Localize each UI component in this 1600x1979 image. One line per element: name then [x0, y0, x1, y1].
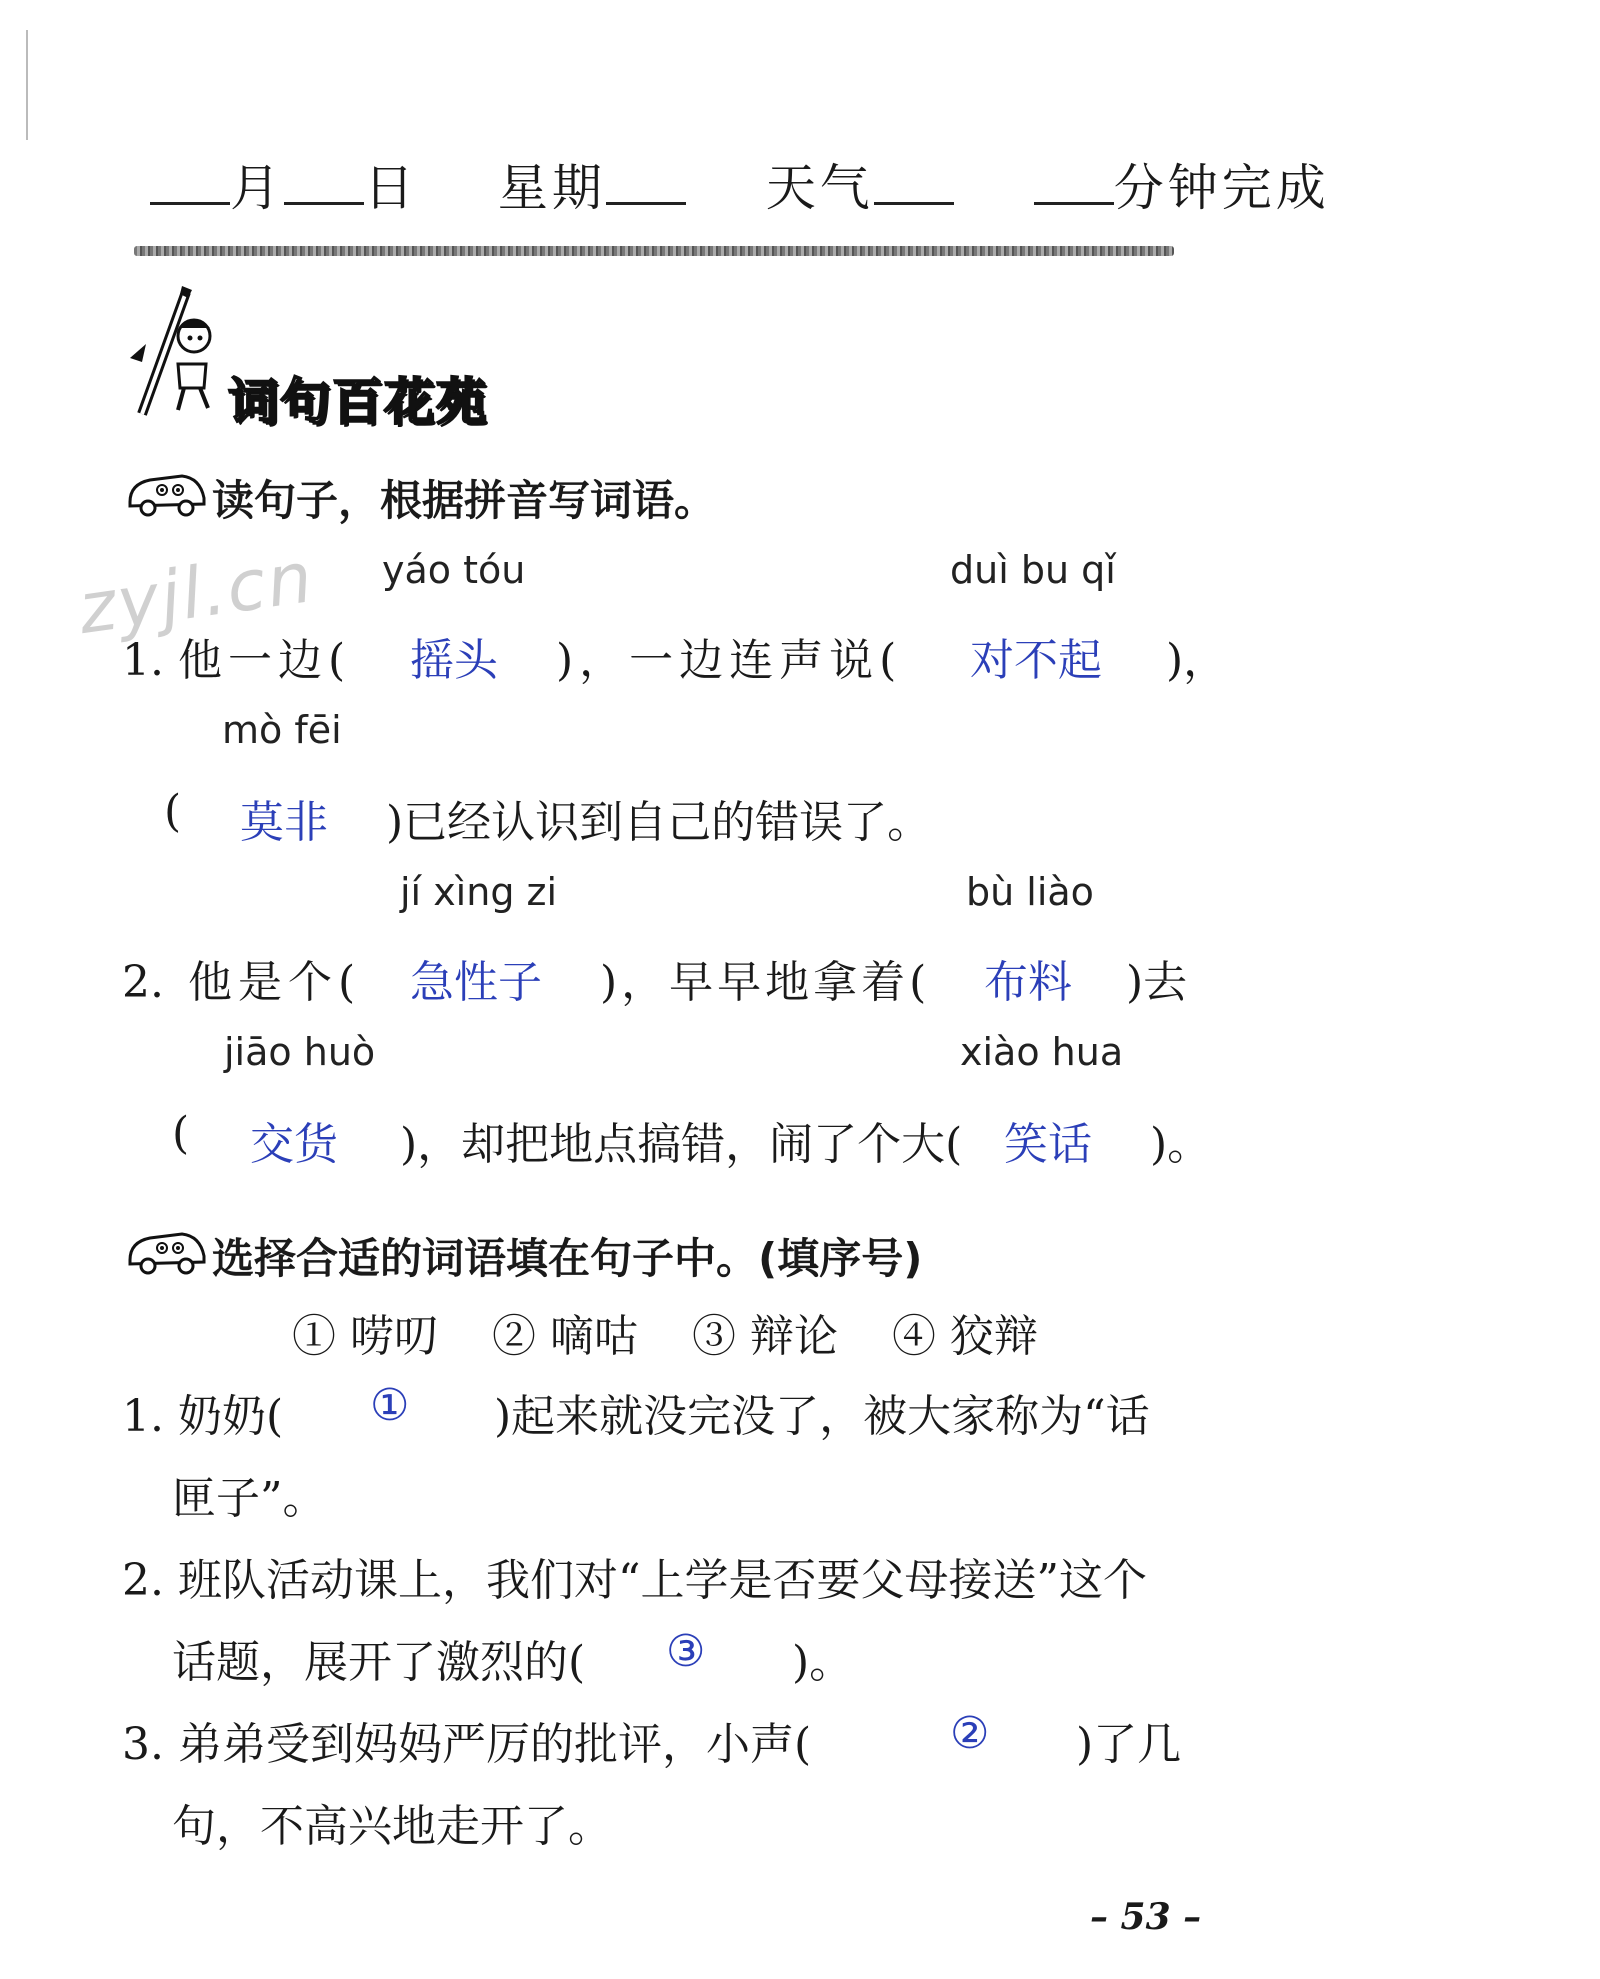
page-edge-line	[26, 30, 28, 140]
weather-label: 天气	[765, 159, 874, 217]
q2-instruction: 选择合适的词语填在句子中。(填序号)	[212, 1234, 923, 1283]
item-number: 3.	[122, 1719, 164, 1770]
answer-circle-2: ②	[950, 1708, 990, 1759]
pencil-kid-icon	[122, 284, 222, 424]
pinyin-buliao: bù liào	[966, 870, 1094, 914]
page-number: – 53 –	[1090, 1896, 1202, 1938]
item-number: 1.	[122, 635, 164, 686]
option-2: ② 嘀咕	[492, 1311, 638, 1362]
answer-buliao: 布料	[984, 957, 1072, 1008]
day-label: 日	[364, 159, 418, 217]
q1-s2-line1	[122, 946, 361, 1010]
sentence-text: 他是个(	[187, 957, 362, 1008]
sentence-text: )去	[1126, 957, 1188, 1008]
month-label: 月	[230, 159, 284, 217]
sentence-text: 匣子”。	[172, 1473, 327, 1524]
weekday-blank	[606, 168, 686, 205]
minutes-blank	[1034, 168, 1114, 205]
day-blank	[284, 168, 364, 205]
item-number: 2.	[122, 957, 164, 1008]
sentence-text: )。	[792, 1637, 854, 1688]
item-number: 1.	[122, 1391, 164, 1442]
answer-xiaohua: 笑话	[1004, 1119, 1092, 1170]
sentence-text: )，	[1166, 635, 1228, 686]
pinyin-duibuqi: duì bu qǐ	[950, 548, 1116, 592]
pinyin-mofei: mò fēi	[222, 708, 342, 752]
answer-duibuqi: 对不起	[970, 635, 1102, 686]
answer-jiaohuo: 交货	[250, 1119, 338, 1170]
sentence-text: )，却把地点搞错，闹了个大(	[400, 1119, 963, 1170]
sentence-text: 班队活动课上，我们对“上学是否要父母接送”这个	[177, 1555, 1147, 1606]
q2-s2-line1	[122, 1544, 1147, 1608]
pinyin-jiaohuo: jiāo huò	[224, 1030, 376, 1074]
sentence-text: 句，不高兴地走开了。	[172, 1801, 612, 1852]
q1-s1-line1	[122, 624, 351, 688]
car-icon	[124, 1226, 210, 1276]
date-line	[150, 148, 1330, 220]
option-4: ④ 狡辩	[892, 1311, 1038, 1362]
pinyin-yaotou: yáo tóu	[382, 548, 526, 592]
answer-mofei: 莫非	[240, 797, 328, 848]
sentence-text: )，早早地拿着(	[600, 957, 931, 1008]
item-number: 2.	[122, 1555, 164, 1606]
q2-s3-line1	[122, 1708, 811, 1772]
q1-instruction: 读句子，根据拼音写词语。	[212, 476, 717, 525]
car-icon	[124, 468, 210, 518]
sentence-text: )。	[1150, 1119, 1212, 1170]
option-3: ③ 辩论	[692, 1311, 838, 1362]
sentence-text: (	[172, 1108, 190, 1159]
sentence-text: 话题，展开了激烈的(	[172, 1637, 586, 1688]
month-blank	[150, 168, 230, 205]
q2-s1-line1	[122, 1380, 283, 1444]
weekday-label: 星期	[497, 159, 606, 217]
answer-yaotou: 摇头	[410, 635, 498, 686]
minutes-label: 分钟完成	[1113, 159, 1330, 217]
header-divider	[134, 246, 1174, 256]
watermark: zyjl.cn	[73, 535, 319, 651]
answer-circle-1: ①	[370, 1380, 410, 1431]
sentence-text: (	[164, 786, 182, 837]
answer-jixingzi: 急性子	[410, 957, 542, 1008]
sentence-text: 奶奶(	[177, 1391, 284, 1442]
option-1: ① 唠叨	[292, 1311, 438, 1362]
sentence-text: 弟弟受到妈妈严厉的批评，小声(	[177, 1719, 812, 1770]
sentence-text: )起来就没完没了，被大家称为“话	[494, 1391, 1150, 1442]
answer-circle-3: ③	[666, 1626, 706, 1677]
sentence-text: )已经认识到自己的错误了。	[386, 797, 932, 848]
word-options	[292, 1300, 1038, 1364]
sentence-text: )，一边连声说(	[556, 635, 903, 686]
pinyin-xiaohua: xiào hua	[960, 1030, 1124, 1074]
weather-blank	[874, 168, 954, 205]
sentence-text: 他一边(	[177, 635, 352, 686]
sentence-text: )了几	[1076, 1719, 1182, 1770]
section-title: 词句百花苑	[228, 373, 488, 431]
pinyin-jixingzi: jí xìng zi	[400, 870, 558, 914]
